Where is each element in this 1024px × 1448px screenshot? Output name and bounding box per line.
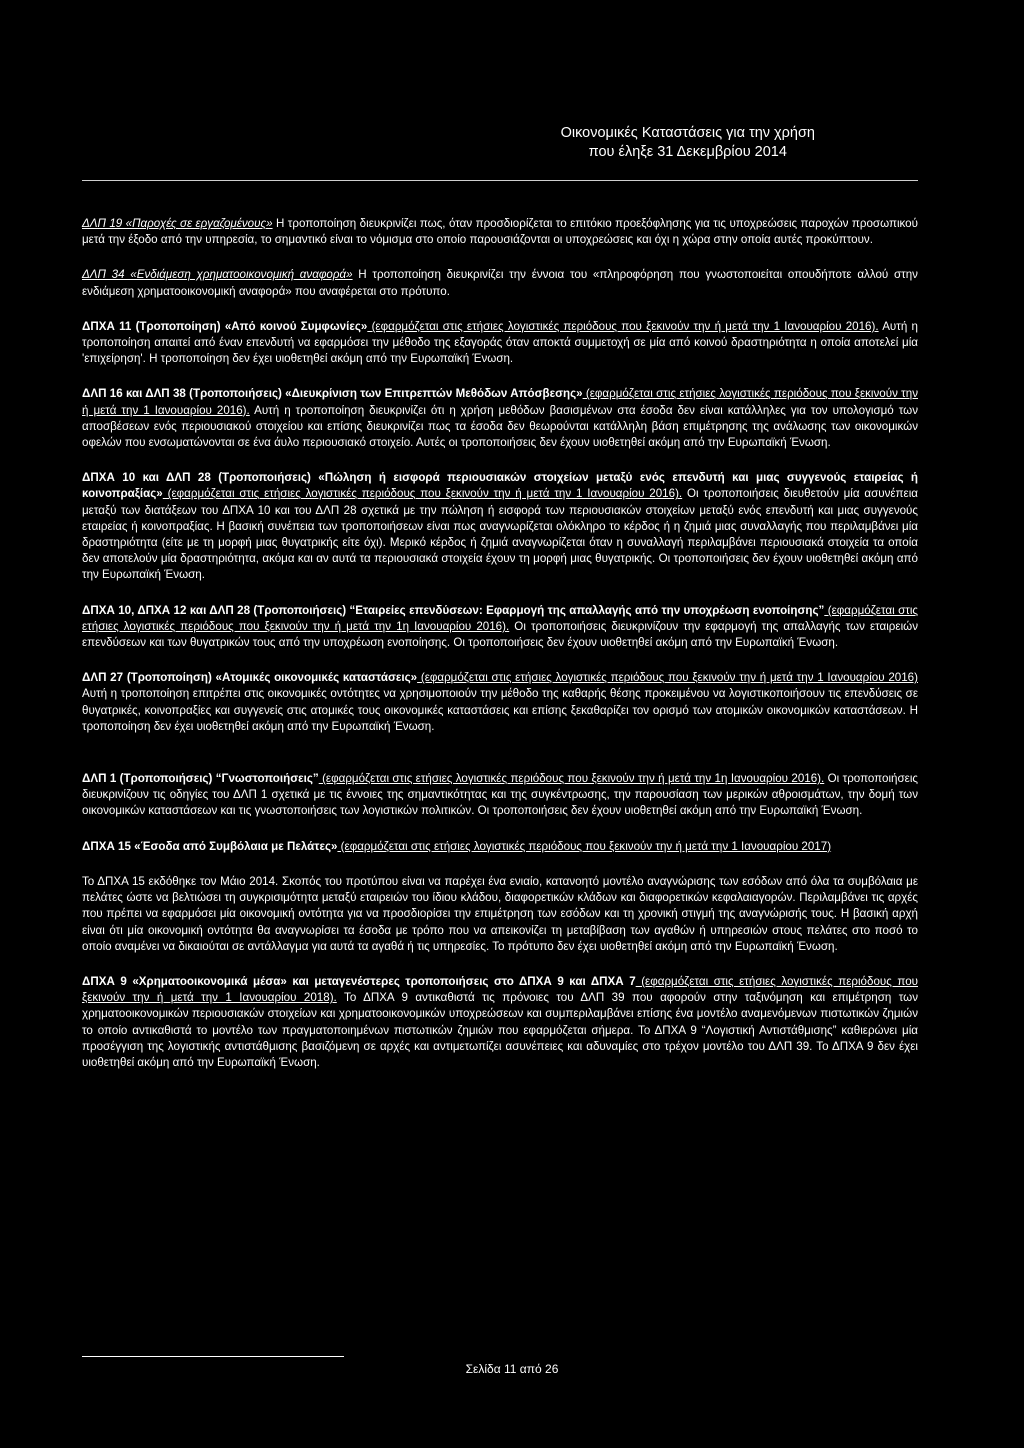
paragraph-ias16-ias38 <box>82 386 918 451</box>
paragraph-ifrs10-ifrs12-ias28 <box>82 603 918 652</box>
paragraph-text: Οι τροποποιήσεις διευθετούν μία ασυνέπεια μεταξύ των διατάξεων του ΔΠΧΑ 10 και του ΔΛΠ 28 σχετικά με την πώληση ή εισφορά των περιουσιακών στοιχείων μεταξύ ενός επενδυτή και μιας συγγενούς εταιρείας ή κοινοπραξίας. Η βασική συνέπεια των τροποποιήσεων είναι πως αναγνωρίζεται ολόκληρο το κέρδος ή η ζημιά μιας συναλλαγής που περιλαμβάνει μία δραστηριότητα (είτε με τη μορφή μιας θυγατρικής είτε όχι). Μερικό κέρδος ή ζημιά αναγνωρίζεται όταν η συναλλαγή περιλαμβάνει περιουσιακά στοιχεία τα οποία δεν αποτελούν μία δραστηριότητα, ακόμα και αν αυτά τα περιουσιακά στοιχεία έχουν τη μορφή μιας θυγατρικής. Οι τροποποιήσεις δεν έχουν υιοθετηθεί ακόμη από την Ευρωπαϊκή Ένωση. <box>82 487 919 582</box>
page-header <box>561 124 815 162</box>
paragraph-applicability: (εφαρμόζεται στις ετήσιες λογιστικές περιόδους που ξεκινούν την ή μετά την 1η Ιανουαρίου 2016). <box>82 603 918 633</box>
document-body <box>82 216 918 1090</box>
paragraph-title: ΔΠΧΑ 11 (Τροποποίηση) «Από κοινού Συμφωνίες» <box>82 319 368 333</box>
paragraph-text: Οι τροποποιήσεις διευκρινίζουν τις οδηγίες του ΔΛΠ 1 σχετικά με τις έννοιες της σημαντικότητας και της συγκέντρωσης, την παρουσίαση των μερικών αθροισμάτων, την δομή των οικονομικών καταστάσεων και τις γνωστοποιήσεις των λογιστικών πολιτικών. Οι τροποποιήσεις δεν έχουν υιοθετηθεί ακόμη από την Ευρωπαϊκή Ένωση. <box>82 772 918 818</box>
header-divider <box>82 180 918 181</box>
paragraph-ias19 <box>82 216 918 248</box>
paragraph-title: ΔΠΧΑ 10 και ΔΛΠ 28 (Τροποποιήσεις) «Πώληση ή εισφορά περιουσιακών στοιχείων μεταξύ ενός επενδυτή και μιας συγγενούς εταιρείας ή κοινοπραξίας» <box>82 471 918 501</box>
paragraph-applicability: (εφαρμόζεται στις ετήσιες λογιστικές περιόδους που ξεκινούν την ή μετά την 1 Ιανουαρίου 2018). <box>82 974 918 1005</box>
paragraph-title: ΔΛΠ 34 «Ενδιάμεση χρηματοοικονομική αναφορά» <box>82 268 353 282</box>
paragraph-text: Αυτή η τροποποίηση επιτρέπει στις οικονομικές οντότητες να χρησιμοποιούν την μέθοδο της καθαρής θέσης προκειμένου να λογιστικοποιήσουν τις επενδύσεις σε θυγατρικές, κοινοπραξίες και συγγενείς στις ατομικές τους οικονομικές καταστάσεις και επίσης ξεκαθαρίζει τον ορισμό των ατομικών οικονομικών καταστάσεων. Η τροποποίηση δεν έχει υιοθετηθεί ακόμη από την Ευρωπαϊκή Ένωση. <box>82 687 918 733</box>
paragraph-applicability: (εφαρμόζεται στις ετήσιες λογιστικές περιόδους που ξεκινούν την ή μετά την 1 Ιανουαρίου 2016). <box>162 487 683 501</box>
paragraph-ifrs9 <box>82 974 918 1071</box>
paragraph-ifrs10-ias28 <box>82 470 918 583</box>
paragraph-text: Η τροποποίηση διευκρινίζει την έννοια του «πληροφόρηση που γνωστοποιείται οπουδήποτε αλλού στην ενδιάμεση χρηματοοικονομική αναφορά» που αναφέρεται στο πρότυπο. <box>82 268 918 298</box>
paragraph-ifrs15-heading <box>82 839 918 855</box>
paragraph-ifrs11 <box>82 319 918 368</box>
paragraph-applicability: (εφαρμόζεται στις ετήσιες λογιστικές περιόδους που ξεκινούν την ή μετά την 1 Ιανουαρίου 2016) <box>417 671 918 685</box>
paragraph-applicability: (εφαρμόζεται στις ετήσιες λογιστικές περιόδους που ξεκινούν την ή μετά την 1 Ιανουαρίου 2016). <box>367 319 879 333</box>
paragraph-ias27 <box>82 670 918 735</box>
paragraph-text: Το ΔΠΧΑ 9 αντικαθιστά τις πρόνοιες του ΔΛΠ 39 που αφορούν στην ταξινόμηση και επιμέτρηση των χρηματοοικονομικών περιουσιακών στοιχείων και χρηματοοικονομικών υποχρεώσεων και συμπεριλαμβάνει επίσης ένα μοντέλο αναμενόμενων πιστωτικών ζημιών το οποίο αντικαθιστά το μοντέλο των πραγματοποιημένων πιστωτικών ζημιών που εφαρμόζεται σήμερα. Το ΔΠΧΑ 9 “Λογιστική Αντιστάθμισης” καθιερώνει μία προσέγγιση της λογιστικής αντιστάθμισης βασιζόμενη σε αρχές και αντιμετωπίζει ασυνέπειες και αδυναμίες στο τρέχον μοντέλο του ΔΛΠ 39. Το ΔΠΧΑ 9 δεν έχει υιοθετηθεί ακόμη από την Ευρωπαϊκή Ένωση. <box>82 991 919 1069</box>
paragraph-ias1 <box>82 771 918 820</box>
footer-divider <box>82 1356 344 1357</box>
paragraph-text: Αυτή η τροποποίηση διευκρινίζει ότι η χρήση μεθόδων βασισμένων στα έσοδα δεν είναι κατάλληλες για τον υπολογισμό των αποσβέσεων ενός περιουσιακού στοιχείου και επίσης διευκρινίζει πως τα έσοδα δεν θεωρούνται κατάλληλη βάση επιμέτρησης της ανάλωσης των οικονομικών οφελών που ενσωματώνονται σε ένα άυλο περιουσιακό στοιχείο. Αυτές οι τροποποιήσεις δεν έχουν υιοθετηθεί ακόμη από την Ευρωπαϊκή Ένωση. <box>82 403 918 450</box>
paragraph-title: ΔΠΧΑ 10, ΔΠΧΑ 12 και ΔΛΠ 28 (Τροποποιήσεις) “Εταιρείες επενδύσεων: Εφαρμογή της απαλλαγής από την υποχρέωση ενοποίησης” <box>82 603 825 617</box>
paragraph-title: ΔΠΧΑ 9 «Χρηματοοικονομικά μέσα» και μεταγενέστερες τροποποιήσεις στο ΔΠΧΑ 9 και ΔΠΧΑ 7 <box>82 974 636 988</box>
paragraph-applicability: (εφαρμόζεται στις ετήσιες λογιστικές περιόδους που ξεκινούν την ή μετά την 1 Ιανουαρίου 2017) <box>337 839 832 853</box>
paragraph-title: ΔΛΠ 1 (Τροποποιήσεις) “Γνωστοποιήσεις” <box>82 772 319 786</box>
paragraph-applicability: (εφαρμόζεται στις ετήσιες λογιστικές περιόδους που ξεκινούν την ή μετά την 1η Ιανουαρίου 2016). <box>318 772 825 786</box>
header-title-line1: Οικονομικές Καταστάσεις για την χρήση <box>560 125 815 141</box>
paragraph-text: Η τροποποίηση διευκρινίζει πως, όταν προσδιορίζεται το επιτόκιο προεξόφλησης για τις υποχρεώσεις παροχών προσωπικού μετά την έξοδο από την υπηρεσία, το σημαντικό είναι το νόμισμα στο οποίο παρουσιάζονται οι υποχρεώσεις και όχι η χώρα στην οποία αυτές προκύπτουν. <box>82 217 918 247</box>
paragraph-title: ΔΠΧΑ 15 «Έσοδα από Συμβόλαια με Πελάτες» <box>82 839 338 853</box>
page-number: Σελίδα 11 από 26 <box>465 1362 559 1376</box>
header-title-line2: που έληξε 31 Δεκεμβρίου 2014 <box>588 144 787 160</box>
paragraph-title: ΔΛΠ 19 «Παροχές σε εργαζομένους» <box>82 217 273 230</box>
paragraph-title: ΔΛΠ 27 (Τροποποίηση) «Ατομικές οικονομικές καταστάσεις» <box>82 671 418 685</box>
paragraph-title: ΔΛΠ 16 και ΔΛΠ 38 (Τροποποιήσεις) «Διευκρίνιση των Επιτρεπτών Μεθόδων Απόσβεσης» <box>82 387 583 401</box>
paragraph-text: Το ΔΠΧΑ 15 εκδόθηκε τον Μάιο 2014. Σκοπός του προτύπου είναι να παρέχει ένα ενιαίο, κατανοητό μοντέλο αναγνώρισης των εσόδων από όλα τα συμβόλαια με πελάτες ώστε να βελτιώσει τη συγκρισιμότητα μεταξύ εταιρειών του ίδιου κλάδου, διαφορετικών κλάδων και διαφορετικών κεφαλαιαγορών. Περιλαμβάνει τις αρχές που πρέπει να εφαρμόσει μία οικονομική οντότητα για να προσδιορίσει την επιμέτρηση των εσόδων και τη χρονική στιγμή της αναγνώρισής τους. Η βασική αρχή είναι ότι μία οικονομική οντότητα θα αναγνωρίσει τα έσοδα με τρόπο που να απεικονίζει τη μεταβίβαση των αγαθών ή υπηρεσιών στους πελάτες στο ποσό το οποίο αναμένει να δικαιούται σε αντάλλαγμα για αυτά τα αγαθά ή τις υπηρεσίες. Το πρότυπο δεν έχει υιοθετηθεί ακόμη από την Ευρωπαϊκή Ένωση. <box>82 874 918 953</box>
paragraph-applicability: (εφαρμόζεται στις ετήσιες λογιστικές περιόδους που ξεκινούν την ή μετά την 1 Ιανουαρίου 2016). <box>82 387 919 417</box>
paragraph-text: Αυτή η τροποποίηση απαιτεί από έναν επενδυτή να εφαρμόσει την μέθοδο της εξαγοράς όταν αποκτά συμμετοχή σε μία από κοινού δραστηριότητα η οποία αποτελεί μία 'επιχείρηση'. Η τροποποίηση δεν έχει υιοθετηθεί ακόμη από την Ευρωπαϊκή Ένωση. <box>82 319 918 366</box>
paragraph-text: Οι τροποποιήσεις διευκρινίζουν την εφαρμογή της απαλλαγής των εταιρειών επενδύσεων και των θυγατρικών τους από την υποχρέωση ενοποίησης. Οι τροποποιήσεις δεν έχουν υιοθετηθεί ακόμη από την Ευρωπαϊκή Ένωση. <box>82 619 918 650</box>
paragraph-ias34 <box>82 267 918 299</box>
paragraph-ifrs15-body <box>82 874 918 955</box>
